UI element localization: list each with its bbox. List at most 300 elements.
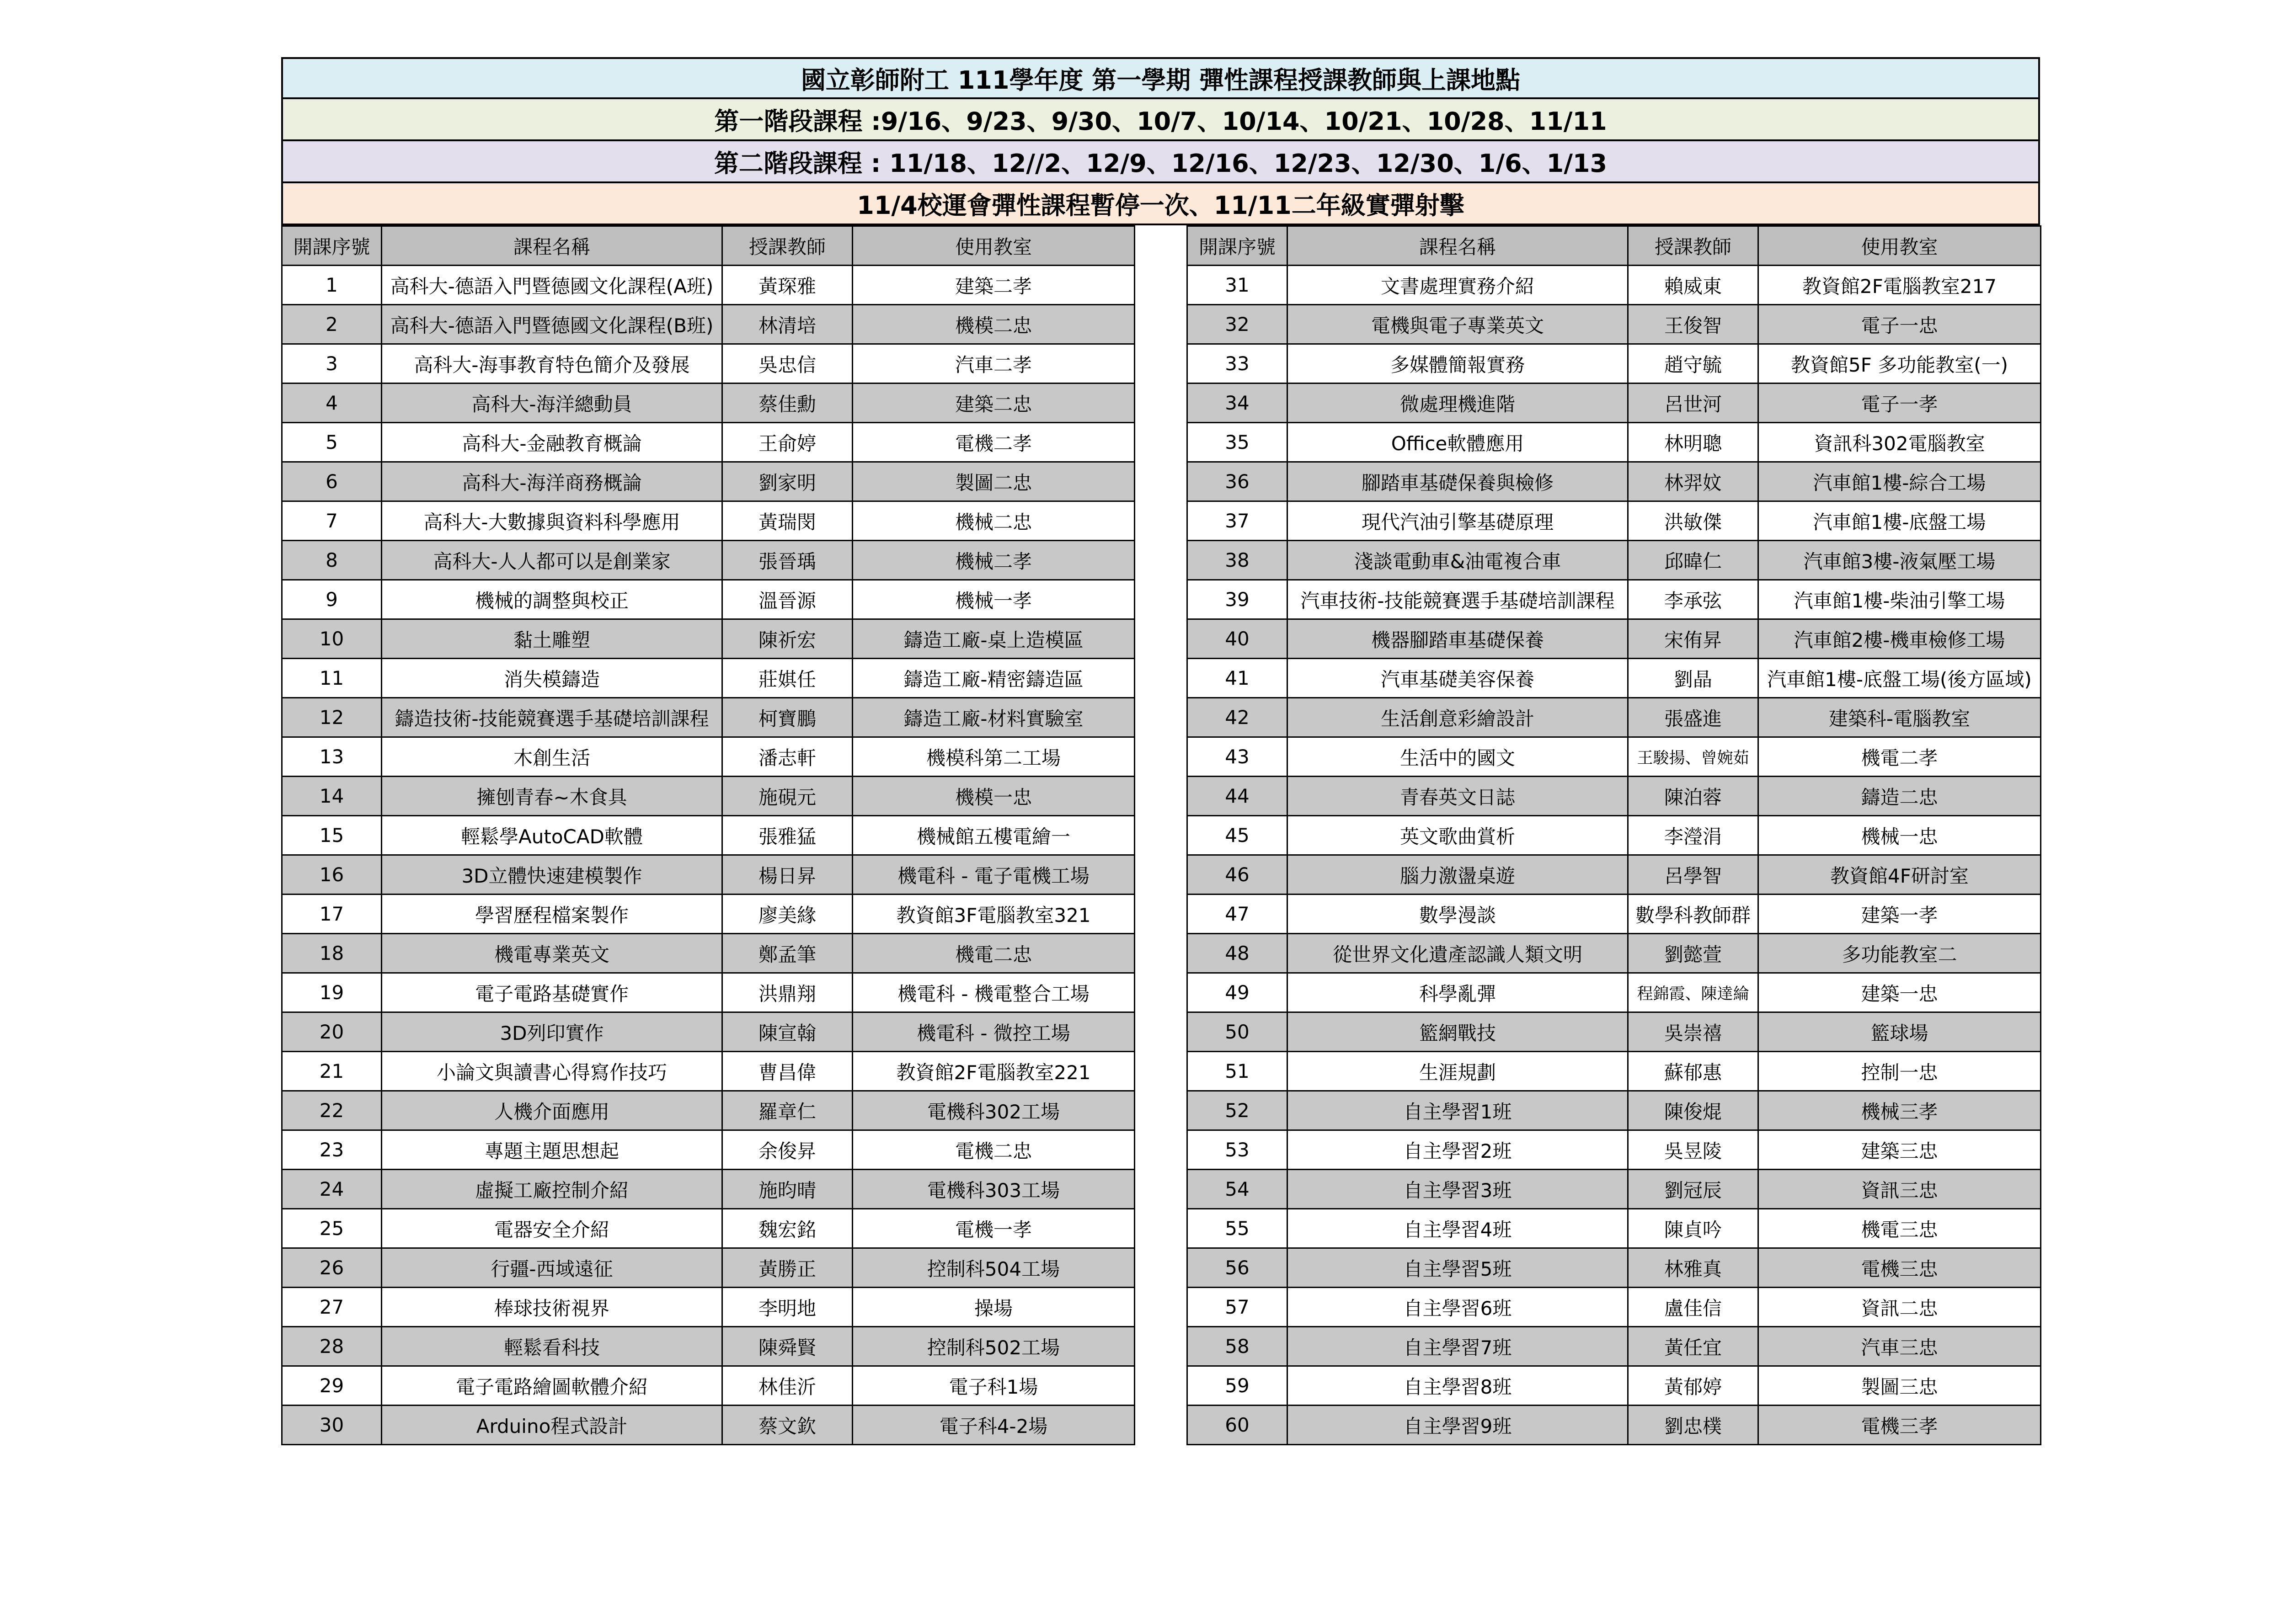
table-row	[282, 344, 1135, 383]
course-name: 高科大-金融教育概論	[382, 423, 722, 462]
table-header-row	[282, 226, 1135, 266]
col-header-number: 開課序號	[1187, 226, 1287, 266]
course-room: 電機一孝	[853, 1209, 1135, 1248]
course-name: 籃網戰技	[1287, 1012, 1628, 1052]
course-name: 生活中的國文	[1287, 737, 1628, 777]
course-teacher: 陳宣翰	[722, 1012, 853, 1052]
course-name: 學習歷程檔案製作	[382, 895, 722, 934]
course-teacher: 劉家明	[722, 462, 853, 501]
course-number: 31	[1187, 266, 1287, 305]
course-name: 小論文與讀書心得寫作技巧	[382, 1052, 722, 1091]
table-row	[282, 619, 1135, 659]
table-row	[1187, 1366, 2041, 1406]
course-number: 41	[1187, 659, 1287, 698]
course-room: 教資館2F電腦教室221	[853, 1052, 1135, 1091]
course-name: 汽車基礎美容保養	[1287, 659, 1628, 698]
schedule-sheet	[281, 57, 2040, 1588]
course-teacher: 柯寶鵬	[722, 698, 853, 737]
course-teacher: 王駿揚、曾婉茹	[1628, 737, 1758, 777]
course-number: 29	[282, 1366, 382, 1406]
course-teacher: 蔡佳勳	[722, 383, 853, 423]
course-number: 9	[282, 580, 382, 619]
course-room: 機械一孝	[853, 580, 1135, 619]
course-number: 30	[282, 1406, 382, 1445]
course-room: 鑄造工廠-材料實驗室	[853, 698, 1135, 737]
course-room: 製圖三忠	[1758, 1366, 2041, 1406]
table-row	[1187, 501, 2041, 541]
course-teacher: 趙守毓	[1628, 344, 1758, 383]
course-name: 棒球技術視界	[382, 1288, 722, 1327]
course-room: 機電科 - 電子電機工場	[853, 855, 1135, 895]
course-teacher: 劉晶	[1628, 659, 1758, 698]
course-room: 機械二孝	[853, 541, 1135, 580]
course-teacher: 蔡文欽	[722, 1406, 853, 1445]
course-name: 英文歌曲賞析	[1287, 816, 1628, 855]
course-name: 青春英文日誌	[1287, 777, 1628, 816]
course-room: 鑄造二忠	[1758, 777, 2041, 816]
course-name: 生涯規劃	[1287, 1052, 1628, 1091]
table-row	[282, 973, 1135, 1012]
table-row	[282, 423, 1135, 462]
course-name: 高科大-德語入門暨德國文化課程(B班)	[382, 305, 722, 344]
course-room: 機模二忠	[853, 305, 1135, 344]
table-row	[1187, 659, 2041, 698]
course-number: 35	[1187, 423, 1287, 462]
course-name: 黏土雕塑	[382, 619, 722, 659]
course-room: 電機三孝	[1758, 1406, 2041, 1445]
course-teacher: 劉忠樸	[1628, 1406, 1758, 1445]
course-number: 20	[282, 1012, 382, 1052]
table-row	[282, 1170, 1135, 1209]
table-row	[282, 541, 1135, 580]
table-row	[1187, 383, 2041, 423]
course-room: 機電二忠	[853, 934, 1135, 973]
course-room: 資訊二忠	[1758, 1288, 2041, 1327]
course-number: 28	[282, 1327, 382, 1366]
course-name: 輕鬆學AutoCAD軟體	[382, 816, 722, 855]
course-teacher: 洪鼎翔	[722, 973, 853, 1012]
course-teacher: 林清培	[722, 305, 853, 344]
course-tables	[281, 225, 2040, 1588]
course-number: 8	[282, 541, 382, 580]
course-name: 汽車技術-技能競賽選手基礎培訓課程	[1287, 580, 1628, 619]
table-row	[282, 501, 1135, 541]
course-number: 52	[1187, 1091, 1287, 1130]
course-name: 現代汽油引擎基礎原理	[1287, 501, 1628, 541]
course-name: 機械的調整與校正	[382, 580, 722, 619]
table-row	[1187, 462, 2041, 501]
course-number: 23	[282, 1130, 382, 1170]
course-teacher: 吳忠信	[722, 344, 853, 383]
course-room: 機械二忠	[853, 501, 1135, 541]
course-name: 電子電路基礎實作	[382, 973, 722, 1012]
course-room: 汽車館1樓-底盤工場(後方區域)	[1758, 659, 2041, 698]
course-name: 機器腳踏車基礎保養	[1287, 619, 1628, 659]
course-name: 輕鬆看科技	[382, 1327, 722, 1366]
course-teacher: 林佳沂	[722, 1366, 853, 1406]
table-row	[1187, 1288, 2041, 1327]
course-number: 51	[1187, 1052, 1287, 1091]
course-room: 汽車館1樓-底盤工場	[1758, 501, 2041, 541]
course-teacher: 王俞婷	[722, 423, 853, 462]
table-row	[282, 1248, 1135, 1288]
course-name: 淺談電動車&油電複合車	[1287, 541, 1628, 580]
table-row	[282, 1288, 1135, 1327]
course-room: 機械三孝	[1758, 1091, 2041, 1130]
course-teacher: 程錦霞、陳達綸	[1628, 973, 1758, 1012]
table-row	[282, 1209, 1135, 1248]
course-room: 電機三忠	[1758, 1248, 2041, 1288]
course-name: Arduino程式設計	[382, 1406, 722, 1445]
course-teacher: 陳貞吟	[1628, 1209, 1758, 1248]
course-room: 建築科-電腦教室	[1758, 698, 2041, 737]
course-name: 高科大-大數據與資料科學應用	[382, 501, 722, 541]
table-row	[1187, 973, 2041, 1012]
course-name: 電子電路繪圖軟體介紹	[382, 1366, 722, 1406]
course-number: 42	[1187, 698, 1287, 737]
col-header-course: 課程名稱	[382, 226, 722, 266]
phase1-banner: 第一階段課程 :9/16、9/23、9/30、10/7、10/14、10/21、10/28、11/11	[281, 99, 2040, 141]
phase2-banner: 第二階段課程 : 11/18、12//2、12/9、12/16、12/23、12/30、1/6、1/13	[281, 141, 2040, 183]
course-number: 32	[1187, 305, 1287, 344]
course-teacher: 吳崇禧	[1628, 1012, 1758, 1052]
course-teacher: 楊日昇	[722, 855, 853, 895]
course-room: 機電科 - 機電整合工場	[853, 973, 1135, 1012]
course-number: 17	[282, 895, 382, 934]
table-row	[1187, 1406, 2041, 1445]
course-number: 3	[282, 344, 382, 383]
course-number: 50	[1187, 1012, 1287, 1052]
course-name: 擁刨青春~木食具	[382, 777, 722, 816]
course-name: 自主學習4班	[1287, 1209, 1628, 1248]
course-teacher: 陳俊焜	[1628, 1091, 1758, 1130]
col-header-teacher: 授課教師	[722, 226, 853, 266]
table-row	[1187, 1248, 2041, 1288]
course-teacher: 劉冠辰	[1628, 1170, 1758, 1209]
course-number: 33	[1187, 344, 1287, 383]
course-room: 電子科1場	[853, 1366, 1135, 1406]
course-number: 53	[1187, 1130, 1287, 1170]
course-number: 7	[282, 501, 382, 541]
course-room: 教資館3F電腦教室321	[853, 895, 1135, 934]
course-number: 12	[282, 698, 382, 737]
course-teacher: 鄭孟筆	[722, 934, 853, 973]
table-row	[282, 1327, 1135, 1366]
course-teacher: 黃郁婷	[1628, 1366, 1758, 1406]
course-name: 自主學習8班	[1287, 1366, 1628, 1406]
col-header-room: 使用教室	[1758, 226, 2041, 266]
course-teacher: 宋侑昇	[1628, 619, 1758, 659]
course-room: 控制科504工場	[853, 1248, 1135, 1288]
course-table-right-body	[1187, 266, 2041, 1445]
course-teacher: 黃瑞閔	[722, 501, 853, 541]
course-teacher: 溫晉源	[722, 580, 853, 619]
course-room: 教資館2F電腦教室217	[1758, 266, 2041, 305]
course-name: 虛擬工廠控制介紹	[382, 1170, 722, 1209]
table-row	[282, 580, 1135, 619]
course-number: 59	[1187, 1366, 1287, 1406]
course-teacher: 黃琛雅	[722, 266, 853, 305]
course-name: 腳踏車基礎保養與檢修	[1287, 462, 1628, 501]
course-teacher: 蘇郁惠	[1628, 1052, 1758, 1091]
course-number: 15	[282, 816, 382, 855]
course-number: 6	[282, 462, 382, 501]
course-name: 電機與電子專業英文	[1287, 305, 1628, 344]
table-row	[282, 777, 1135, 816]
course-room: 電子一孝	[1758, 383, 2041, 423]
table-row	[282, 383, 1135, 423]
course-teacher: 張晉瑀	[722, 541, 853, 580]
course-number: 13	[282, 737, 382, 777]
course-room: 建築一忠	[1758, 973, 2041, 1012]
course-table-right	[1186, 225, 2041, 1445]
course-teacher: 廖美緣	[722, 895, 853, 934]
course-teacher: 賴威東	[1628, 266, 1758, 305]
table-row	[1187, 816, 2041, 855]
course-teacher: 羅章仁	[722, 1091, 853, 1130]
course-teacher: 魏宏銘	[722, 1209, 853, 1248]
course-room: 電機科302工場	[853, 1091, 1135, 1130]
table-row	[1187, 1170, 2041, 1209]
course-room: 汽車館3樓-液氣壓工場	[1758, 541, 2041, 580]
course-number: 36	[1187, 462, 1287, 501]
course-room: 機模科第二工場	[853, 737, 1135, 777]
course-room: 機械館五樓電繪一	[853, 816, 1135, 855]
course-teacher: 陳舜賢	[722, 1327, 853, 1366]
course-teacher: 曹昌偉	[722, 1052, 853, 1091]
table-row	[282, 659, 1135, 698]
table-row	[282, 1366, 1135, 1406]
course-room: 機電三忠	[1758, 1209, 2041, 1248]
course-number: 10	[282, 619, 382, 659]
table-row	[282, 1406, 1135, 1445]
course-teacher: 李瀅涓	[1628, 816, 1758, 855]
table-row	[1187, 266, 2041, 305]
table-row	[282, 1130, 1135, 1170]
page-title: 國立彰師附工 111學年度 第一學期 彈性課程授課教師與上課地點	[281, 57, 2040, 99]
course-name: 電器安全介紹	[382, 1209, 722, 1248]
course-name: 高科大-德語入門暨德國文化課程(A班)	[382, 266, 722, 305]
table-row	[1187, 698, 2041, 737]
course-name: 3D列印實作	[382, 1012, 722, 1052]
course-number: 1	[282, 266, 382, 305]
course-teacher: 盧佳信	[1628, 1288, 1758, 1327]
course-number: 48	[1187, 934, 1287, 973]
course-room: 控制科502工場	[853, 1327, 1135, 1366]
course-teacher: 余俊昇	[722, 1130, 853, 1170]
course-number: 34	[1187, 383, 1287, 423]
course-name: 自主學習9班	[1287, 1406, 1628, 1445]
course-number: 57	[1187, 1288, 1287, 1327]
course-room: 教資館5F 多功能教室(一)	[1758, 344, 2041, 383]
table-row	[282, 1012, 1135, 1052]
course-room: 教資館4F研討室	[1758, 855, 2041, 895]
course-room: 汽車三忠	[1758, 1327, 2041, 1366]
course-teacher: 潘志軒	[722, 737, 853, 777]
course-table-left-body	[282, 266, 1135, 1445]
course-number: 37	[1187, 501, 1287, 541]
course-teacher: 張盛進	[1628, 698, 1758, 737]
course-number: 56	[1187, 1248, 1287, 1288]
table-row	[1187, 737, 2041, 777]
col-header-course: 課程名稱	[1287, 226, 1628, 266]
course-room: 鑄造工廠-桌上造模區	[853, 619, 1135, 659]
table-row	[1187, 1209, 2041, 1248]
course-number: 43	[1187, 737, 1287, 777]
course-name: 自主學習6班	[1287, 1288, 1628, 1327]
table-row	[1187, 580, 2041, 619]
course-teacher: 劉懿萱	[1628, 934, 1758, 973]
col-header-teacher: 授課教師	[1628, 226, 1758, 266]
course-number: 14	[282, 777, 382, 816]
table-row	[1187, 619, 2041, 659]
course-teacher: 黃勝正	[722, 1248, 853, 1288]
course-room: 機模一忠	[853, 777, 1135, 816]
table-row	[1187, 895, 2041, 934]
course-teacher: 李承弦	[1628, 580, 1758, 619]
course-teacher: 莊娸任	[722, 659, 853, 698]
course-teacher: 數學科教師群	[1628, 895, 1758, 934]
table-row	[1187, 777, 2041, 816]
course-number: 26	[282, 1248, 382, 1288]
course-name: 自主學習2班	[1287, 1130, 1628, 1170]
course-room: 建築一孝	[1758, 895, 2041, 934]
course-room: 電機二孝	[853, 423, 1135, 462]
course-name: 高科大-海洋商務概論	[382, 462, 722, 501]
course-name: 專題主題思想起	[382, 1130, 722, 1170]
course-teacher: 張雅猛	[722, 816, 853, 855]
course-number: 2	[282, 305, 382, 344]
course-name: 人機介面應用	[382, 1091, 722, 1130]
course-teacher: 李明地	[722, 1288, 853, 1327]
table-row	[1187, 1327, 2041, 1366]
table-row	[1187, 855, 2041, 895]
course-name: 3D立體快速建模製作	[382, 855, 722, 895]
course-room: 機電二孝	[1758, 737, 2041, 777]
course-room: 資訊科302電腦教室	[1758, 423, 2041, 462]
table-row	[282, 934, 1135, 973]
course-name: 從世界文化遺產認識人類文明	[1287, 934, 1628, 973]
table-row	[1187, 344, 2041, 383]
table-row	[1187, 934, 2041, 973]
course-name: 多媒體簡報實務	[1287, 344, 1628, 383]
course-teacher: 陳泊蓉	[1628, 777, 1758, 816]
course-teacher: 陳祈宏	[722, 619, 853, 659]
course-number: 5	[282, 423, 382, 462]
course-number: 40	[1187, 619, 1287, 659]
course-room: 操場	[853, 1288, 1135, 1327]
course-teacher: 呂世河	[1628, 383, 1758, 423]
course-number: 4	[282, 383, 382, 423]
course-number: 54	[1187, 1170, 1287, 1209]
course-name: 自主學習3班	[1287, 1170, 1628, 1209]
course-room: 電機科303工場	[853, 1170, 1135, 1209]
course-name: 數學漫談	[1287, 895, 1628, 934]
course-number: 11	[282, 659, 382, 698]
course-name: 木創生活	[382, 737, 722, 777]
course-name: 機電專業英文	[382, 934, 722, 973]
course-number: 25	[282, 1209, 382, 1248]
course-number: 38	[1187, 541, 1287, 580]
course-name: 微處理機進階	[1287, 383, 1628, 423]
notice-banner: 11/4校運會彈性課程暫停一次、11/11二年級實彈射擊	[281, 183, 2040, 225]
course-teacher: 王俊智	[1628, 305, 1758, 344]
table-row	[1187, 1130, 2041, 1170]
course-room: 電子科4-2場	[853, 1406, 1135, 1445]
table-row	[282, 737, 1135, 777]
course-table-left	[281, 225, 1135, 1445]
course-number: 19	[282, 973, 382, 1012]
course-room: 建築三忠	[1758, 1130, 2041, 1170]
course-room: 建築二忠	[853, 383, 1135, 423]
course-name: 自主學習1班	[1287, 1091, 1628, 1130]
course-room: 汽車館1樓-綜合工場	[1758, 462, 2041, 501]
course-number: 49	[1187, 973, 1287, 1012]
course-number: 47	[1187, 895, 1287, 934]
table-row	[282, 1091, 1135, 1130]
course-name: 高科大-人人都可以是創業家	[382, 541, 722, 580]
course-name: 鑄造技術-技能競賽選手基礎培訓課程	[382, 698, 722, 737]
course-number: 55	[1187, 1209, 1287, 1248]
course-room: 汽車館1樓-柴油引擎工場	[1758, 580, 2041, 619]
course-teacher: 呂學智	[1628, 855, 1758, 895]
course-teacher: 黃任宜	[1628, 1327, 1758, 1366]
course-number: 46	[1187, 855, 1287, 895]
table-row	[1187, 1052, 2041, 1091]
course-teacher: 林明聰	[1628, 423, 1758, 462]
table-row	[1187, 541, 2041, 580]
course-number: 16	[282, 855, 382, 895]
course-room: 資訊三忠	[1758, 1170, 2041, 1209]
course-number: 39	[1187, 580, 1287, 619]
table-row	[282, 698, 1135, 737]
course-name: 消失模鑄造	[382, 659, 722, 698]
course-name: 科學亂彈	[1287, 973, 1628, 1012]
table-header-row	[1187, 226, 2041, 266]
course-room: 電機二忠	[853, 1130, 1135, 1170]
col-header-number: 開課序號	[282, 226, 382, 266]
course-number: 44	[1187, 777, 1287, 816]
course-name: 腦力激盪桌遊	[1287, 855, 1628, 895]
table-row	[282, 855, 1135, 895]
table-row	[1187, 1091, 2041, 1130]
course-room: 鑄造工廠-精密鑄造區	[853, 659, 1135, 698]
course-room: 控制一忠	[1758, 1052, 2041, 1091]
table-row	[282, 1052, 1135, 1091]
course-name: 文書處理實務介紹	[1287, 266, 1628, 305]
course-name: 行疆-西域遠征	[382, 1248, 722, 1288]
course-name: Office軟體應用	[1287, 423, 1628, 462]
course-room: 建築二孝	[853, 266, 1135, 305]
col-header-room: 使用教室	[853, 226, 1135, 266]
table-row	[282, 895, 1135, 934]
course-number: 45	[1187, 816, 1287, 855]
course-room: 機械一忠	[1758, 816, 2041, 855]
course-name: 生活創意彩繪設計	[1287, 698, 1628, 737]
table-row	[1187, 1012, 2041, 1052]
course-teacher: 吳昱陵	[1628, 1130, 1758, 1170]
course-name: 高科大-海事教育特色簡介及發展	[382, 344, 722, 383]
course-room: 多功能教室二	[1758, 934, 2041, 973]
course-number: 22	[282, 1091, 382, 1130]
course-room: 汽車二孝	[853, 344, 1135, 383]
course-number: 18	[282, 934, 382, 973]
course-teacher: 施昀晴	[722, 1170, 853, 1209]
course-name: 自主學習7班	[1287, 1327, 1628, 1366]
course-name: 自主學習5班	[1287, 1248, 1628, 1288]
table-row	[1187, 305, 2041, 344]
table-row	[282, 816, 1135, 855]
